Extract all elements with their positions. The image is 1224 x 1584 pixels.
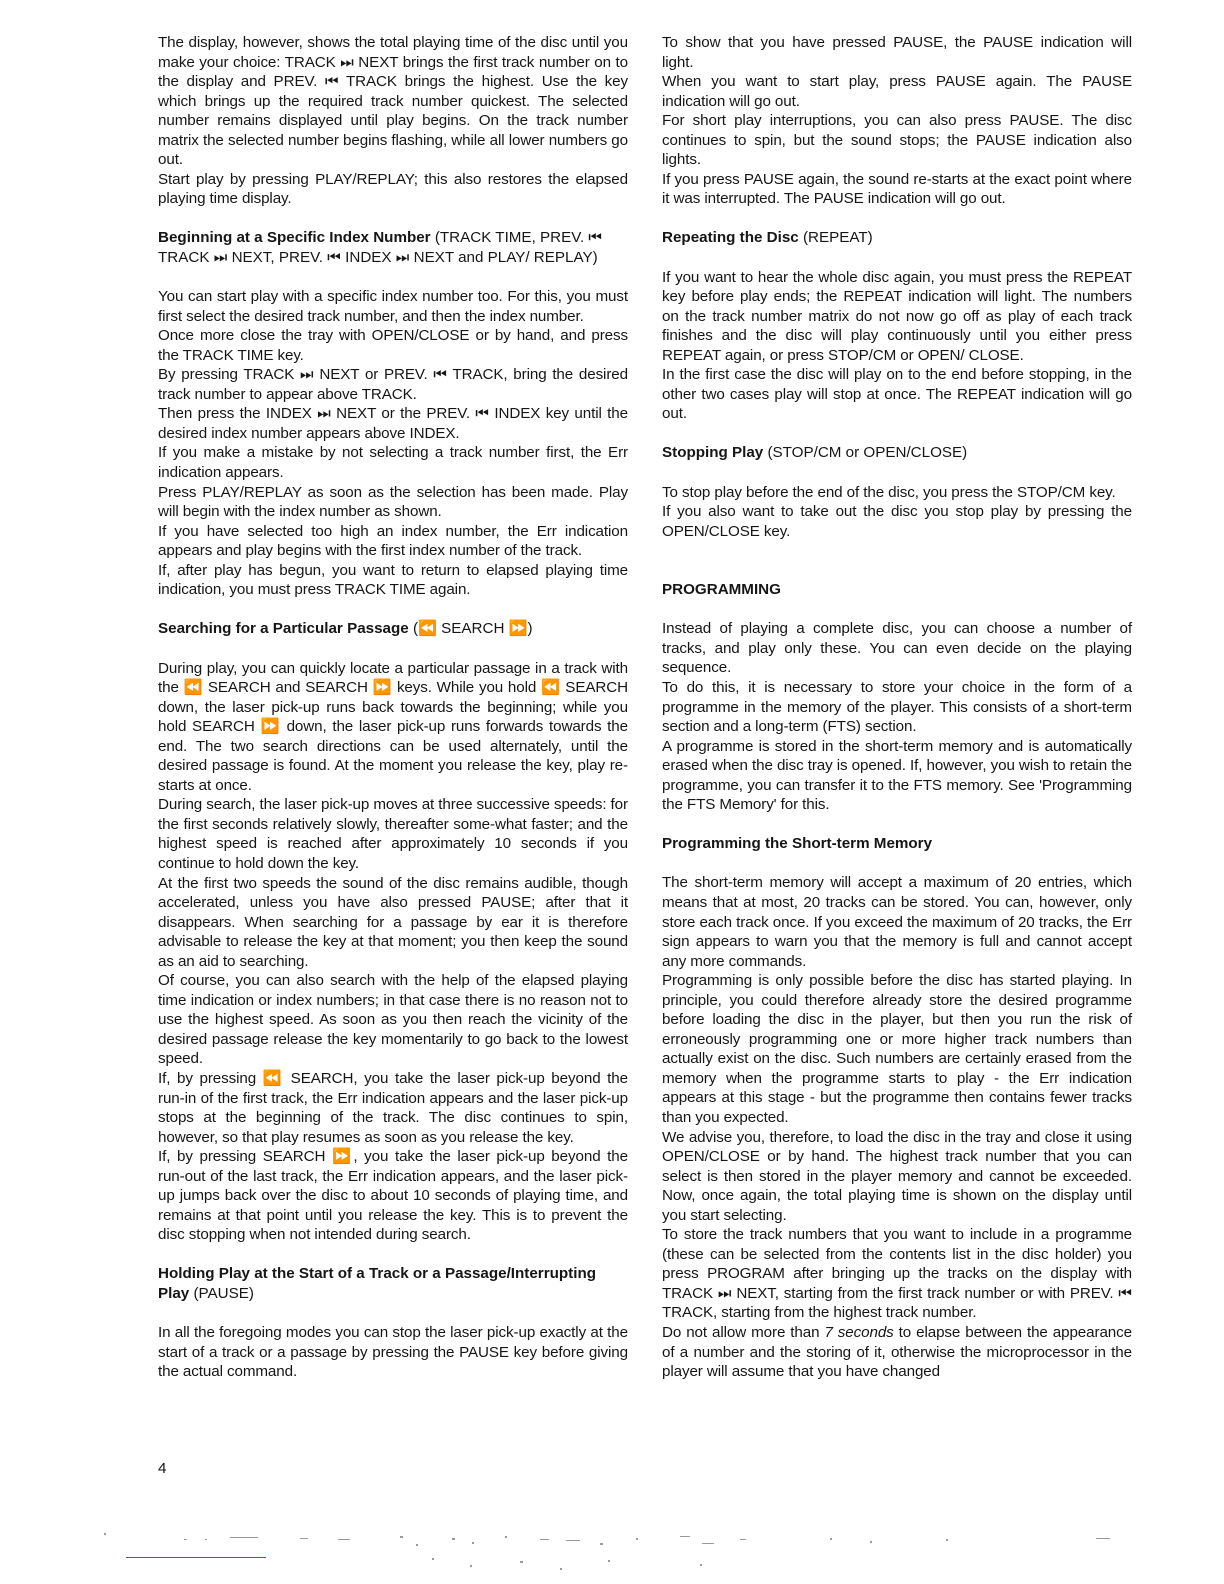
paragraph: When you want to start play, press PAUSE again. The PAUSE indication will go out.	[662, 73, 1132, 110]
paragraph: During search, the laser pick-up moves at three successive speeds: for the first seconds relatively slowly, thereafter some-what faster; and the highest speed is reached after approximately 10 seconds if you continue to hold down the key.	[158, 796, 628, 872]
paragraph: To store the track numbers that you want to include in a programme (these can be selected from the contents list in the disc holder) you press PROGRAM after bringing up the tracks on the display with TRACK ⏭ NEXT, starting from the first track number or with PREV. ⏮ TRACK, starting from the highest track number.	[662, 1226, 1132, 1322]
paragraph: In the first case the disc will play on to the end before stopping, in the other two cases play will stop at once. The REPEAT indication will go out.	[662, 366, 1132, 423]
paragraph: At the first two speeds the sound of the disc remains audible, though accelerated, unless you have also pressed PAUSE; after that it disappears. When searching for a passage by ear it is therefore advisable to release the key at that moment; you then keep the sound as an aid to searching.	[158, 874, 628, 970]
section-heading-index-number: Beginning at a Specific Index Number (TRACK TIME, PREV. ⏮ TRACK ⏭ NEXT, PREV. ⏮ INDEX ⏭ NEXT and PLAY/ REPLAY)	[158, 229, 603, 267]
paragraph: If, by pressing ⏪ SEARCH, you take the laser pick-up beyond the run-in of the first track, the Err indication appears and the laser pick-up stops at the beginning of the track. The disc continues to spin, however, so that play resumes as soon as you release the key.	[158, 1069, 628, 1146]
paragraph: Then press the INDEX ⏭ NEXT or the PREV. ⏮ INDEX key until the desired index number appears above INDEX.	[158, 405, 628, 442]
paragraph: Of course, you can also search with the help of the elapsed playing time indication or index numbers; in that case there is no reason not to use the highest speed. As soon as you then reach the vicinity of the desired passage release the key momentarily to go back to the lowest speed.	[158, 972, 628, 1068]
paragraph: To do this, it is necessary to store your choice in the form of a programme in the memory of the player. This consists of a short-term section and a long-term (FTS) section.	[662, 678, 1132, 736]
paragraph: Do not allow more than 7 seconds to elapse between the appearance of a number and the storing of it, otherwise the microprocessor in the player will assume that you have changed	[662, 1324, 1132, 1381]
subsection-heading-short-term: Programming the Short-term Memory	[662, 835, 933, 853]
section-heading-pause: Holding Play at the Start of a Track or a Passage/Interrupting Play (PAUSE)	[158, 1265, 597, 1302]
paragraph: Start play by pressing PLAY/REPLAY; this also restores the elapsed playing time display.	[158, 170, 628, 208]
paragraph: You can start play with a specific index number too. For this, you must first select the desired track number, and then the index number.	[158, 288, 628, 325]
paragraph: During play, you can quickly locate a particular passage in a track with the ⏪ SEARCH and SEARCH ⏩ keys. While you hold ⏪ SEARCH down, the laser pick-up runs back towards the beginning; while you hold SEARCH ⏩ down, the laser pick-up runs forwards towards the end. The two search directions can be used alternately, until the desired passage is found. At the moment you release the key, play re-starts at once.	[158, 659, 628, 794]
section-heading-repeat: Repeating the Disc (REPEAT)	[662, 229, 873, 247]
paragraph: Programming is only possible before the disc has started playing. In principle, you could therefore already store the desired programme before loading the disc in the player, but then you run the risk of erroneously programming one or more higher track numbers than actually exist on the disc. Such numbers are certainly erased from the memory when the programme starts to play - the Err indication appears at this stage - but the programme then contains fewer tracks than you expected.	[662, 972, 1132, 1126]
paragraph: Once more close the tray with OPEN/CLOSE or by hand, and press the TRACK TIME key.	[158, 327, 628, 364]
section-heading-stop: Stopping Play (STOP/CM or OPEN/CLOSE)	[662, 444, 968, 462]
paragraph: Press PLAY/REPLAY as soon as the selection has been made. Play will begin with the index number as shown.	[158, 483, 628, 521]
paragraph: If you have selected too high an index number, the Err indication appears and play begins with the first index number of the track.	[158, 522, 628, 560]
paragraph: If you press PAUSE again, the sound re-starts at the exact point where it was interrupted. The PAUSE indication will go out.	[662, 170, 1132, 208]
paragraph: If, after play has begun, you want to return to elapsed playing time indication, you must press TRACK TIME again.	[158, 561, 628, 599]
paragraph: If, by pressing SEARCH ⏩, you take the laser pick-up beyond the run-out of the last track, the Err indication appears, and the laser pick-up jumps back over the disc to about 10 seconds of playing time, and remains at that point until you release the key. This is to prevent the disc stopping when not intended during search.	[158, 1148, 628, 1244]
scan-noise	[0, 1530, 1224, 1584]
paragraph: To show that you have pressed PAUSE, the PAUSE indication will light.	[662, 34, 1132, 71]
paragraph: We advise you, therefore, to load the disc in the tray and close it using OPEN/CLOSE or by hand. The highest track number that you can select is then stored in the player memory and cannot be exceeded. Now, once again, the total playing time is shown on the display until you start selecting.	[662, 1128, 1132, 1224]
page-number: 4	[158, 1460, 167, 1477]
paragraph: A programme is stored in the short-term memory and is automatically erased when the disc tray is opened. If, however, you wish to retain the programme, you can transfer it to the FTS memory. See 'Programming the FTS Memory' for this.	[662, 737, 1132, 814]
section-title-programming: PROGRAMMING	[662, 581, 781, 599]
left-column	[158, 33, 628, 1382]
paragraph: By pressing TRACK ⏭ NEXT or PREV. ⏮ TRACK, bring the desired track number to appear above TRACK.	[158, 366, 628, 403]
section-heading-search: Searching for a Particular Passage (⏪ SEARCH ⏩)	[158, 620, 533, 638]
paragraph: If you make a mistake by not selecting a track number first, the Err indication appears.	[158, 444, 628, 482]
paragraph: Instead of playing a complete disc, you can choose a number of tracks, and play only these. You can even decide on the playing sequence.	[662, 620, 1132, 677]
paragraph: For short play interruptions, you can also press PAUSE. The disc continues to spin, but the sound stops; the PAUSE indication also lights.	[662, 112, 1132, 169]
paragraph: The short-term memory will accept a maximum of 20 entries, which means that at most, 20 tracks can be stored. You can, however, only store each track once. If you exceed the maximum of 20 tracks, the Err sign appears to warn you that the memory is full and cannot accept any more commands.	[662, 874, 1132, 970]
paragraph: To stop play before the end of the disc, you press the STOP/CM key.	[662, 483, 1116, 501]
right-column	[662, 33, 1132, 1382]
paragraph: The display, however, shows the total playing time of the disc until you make your choice: TRACK ⏭ NEXT brings the first track number on to the display and PREV. ⏮ TRACK brings the highest. Use the key which brings up the required track number quickest. The selected number remains displayed until play begins. On the track number matrix the selected number begins flashing, while all lower numbers go out.	[158, 34, 628, 169]
paragraph: If you also want to take out the disc you stop play by pressing the OPEN/CLOSE key.	[662, 503, 1132, 540]
paragraph: If you want to hear the whole disc again, you must press the REPEAT key before play ends; the REPEAT indication will light. The numbers on the track number matrix do not now go off as play of each track finishes and the disc will play continuously until you either press REPEAT again, or press STOP/CM or OPEN/ CLOSE.	[662, 268, 1132, 364]
paragraph: In all the foregoing modes you can stop the laser pick-up exactly at the start of a track or a passage by pressing the PAUSE key before giving the actual command.	[158, 1324, 628, 1381]
